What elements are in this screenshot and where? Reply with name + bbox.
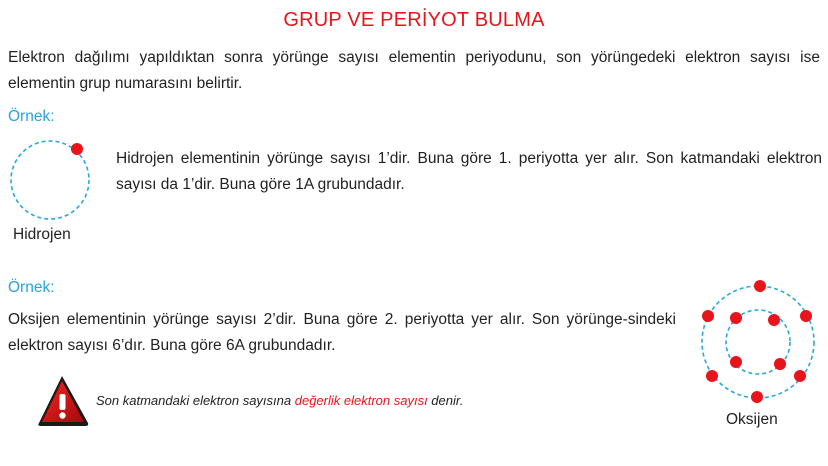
- hydrogen-atom-diagram: [9, 139, 93, 223]
- intro-paragraph: Elektron dağılımı yapıldıktan sonra yörünge sayısı elementin periyodunu, son yörüngedeki elektron sayısı ise elementin grup numarasını belirtir.: [8, 49, 820, 92]
- note-text-end: denir.: [427, 393, 464, 408]
- oxygen-electron: [706, 370, 718, 382]
- hydrogen-caption: Hidrojen: [13, 226, 71, 243]
- example-1-text: Hidrojen elementinin yörünge sayısı 1’dir. Buna göre 1. periyotta yer alır. Son katmandaki elektron sayısı da 1’dir. Buna göre 1A grubundadır.: [116, 150, 822, 193]
- oxygen-electron: [702, 310, 714, 322]
- oxygen-inner-electron: [730, 312, 742, 324]
- example-2-text: Oksijen elementinin yörünge sayısı 2’dir. Buna göre 2. periyotta yer alır. Son yörünge-sindeki elektron sayısı 6’dır. Buna göre 6A grubundadır.: [8, 311, 676, 354]
- note-text-start: Son katmandaki elektron sayısına: [96, 393, 295, 408]
- example-1-label: Örnek:: [8, 108, 55, 125]
- oxygen-electron: [794, 370, 806, 382]
- note-text: [96, 393, 463, 408]
- oxygen-electron: [800, 310, 812, 322]
- oxygen-electron: [751, 391, 763, 403]
- oxygen-caption: Oksijen: [726, 411, 778, 428]
- page-title: GRUP VE PERİYOT BULMA: [283, 9, 545, 31]
- oxygen-inner-electron: [768, 314, 780, 326]
- oxygen-electron: [754, 280, 766, 292]
- example-2-label: Örnek:: [8, 279, 55, 296]
- oxygen-inner-electron: [730, 356, 742, 368]
- warning-icon: [36, 373, 92, 429]
- oxygen-inner-electron: [774, 358, 786, 370]
- note-highlight: değerlik elektron sayısı: [294, 393, 428, 408]
- oxygen-atom-diagram: [696, 276, 820, 406]
- hydrogen-electron: [71, 143, 83, 155]
